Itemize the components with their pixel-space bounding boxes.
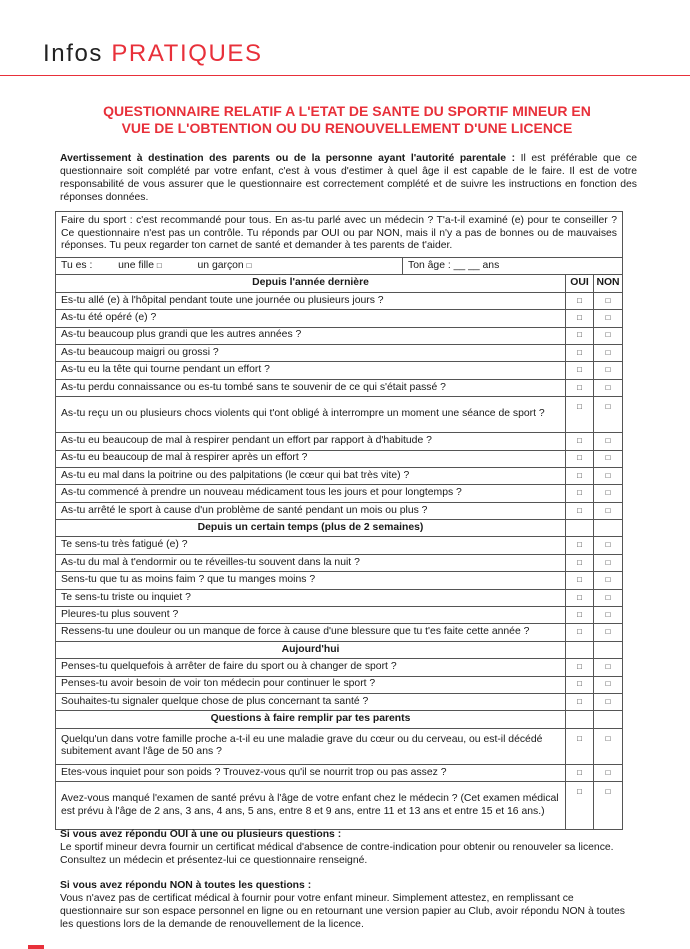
answer-yes-checkbox[interactable]: □	[566, 310, 594, 327]
boy-checkbox[interactable]: □	[246, 260, 252, 270]
document-title	[52, 103, 642, 137]
boy-option[interactable]	[198, 260, 252, 271]
question-text: As-tu beaucoup plus grandi que les autres années ?	[56, 327, 566, 344]
question-row	[56, 728, 623, 764]
answer-no-checkbox[interactable]: □	[594, 397, 623, 433]
answer-no-checkbox[interactable]: □	[594, 310, 623, 327]
question-row	[56, 344, 623, 361]
answer-yes-checkbox[interactable]: □	[566, 554, 594, 571]
question-row	[56, 502, 623, 519]
question-row	[56, 659, 623, 676]
question-text: Te sens-tu triste ou inquiet ?	[56, 589, 566, 606]
answer-no-checkbox[interactable]: □	[594, 659, 623, 676]
answer-no-checkbox[interactable]: □	[594, 676, 623, 693]
answer-yes-checkbox[interactable]: □	[566, 502, 594, 519]
answer-no-checkbox[interactable]: □	[594, 344, 623, 361]
section-header-row	[56, 275, 623, 292]
question-text: As-tu arrêté le sport à cause d'un problème de santé pendant un mois ou plus ?	[56, 502, 566, 519]
empty-cell	[594, 711, 623, 728]
warning-body: Il est préférable que ce questionnaire soit complété par votre enfant, c'est à vous d'estimer à quel âge il est capable de le faire. Il est de votre responsabilité de vous assurer que le questionnaire est correctement complété et de suivre les instructions en fonction des réponses données.	[60, 153, 637, 203]
question-text: Penses-tu avoir besoin de voir ton médecin pour continuer le sport ?	[56, 676, 566, 693]
question-text: Es-tu allé (e) à l'hôpital pendant toute une journée ou plusieurs jours ?	[56, 292, 566, 309]
question-text: As-tu du mal à t'endormir ou te réveilles-tu souvent dans la nuit ?	[56, 554, 566, 571]
answer-no-checkbox[interactable]: □	[594, 467, 623, 484]
answer-no-checkbox[interactable]: □	[594, 693, 623, 710]
section-header-row	[56, 711, 623, 728]
question-row	[56, 764, 623, 781]
answer-no-checkbox[interactable]: □	[594, 485, 623, 502]
question-text: Quelqu'un dans votre famille proche a-t-il eu une maladie grave du cœur ou du cerveau, ou est-il décédé subitement avant l'âge de 50 ans ?	[56, 728, 566, 764]
girl-label: une fille	[118, 259, 154, 271]
answer-no-checkbox[interactable]: □	[594, 607, 623, 624]
answer-yes-checkbox[interactable]: □	[566, 379, 594, 396]
intro-row	[56, 212, 623, 258]
question-row	[56, 693, 623, 710]
question-row	[56, 624, 623, 641]
question-text: As-tu commencé à prendre un nouveau médicament tous les jours et pour longtemps ?	[56, 485, 566, 502]
question-text: As-tu eu beaucoup de mal à respirer après un effort ?	[56, 450, 566, 467]
title-line-2: VUE DE L'OBTENTION OU DU RENOUVELLEMENT D'UNE LICENCE	[121, 120, 573, 136]
gender-cell	[56, 258, 403, 275]
section-title: Aujourd'hui	[56, 641, 566, 658]
question-text: As-tu beaucoup maigri ou grossi ?	[56, 344, 566, 361]
answer-yes-checkbox[interactable]: □	[566, 659, 594, 676]
answer-yes-checkbox[interactable]: □	[566, 397, 594, 433]
column-header-yes: OUI	[566, 275, 594, 292]
question-text: Etes-vous inquiet pour son poids ? Trouvez-vous qu'il se nourrit trop ou pas assez ?	[56, 764, 566, 781]
answer-yes-checkbox[interactable]: □	[566, 450, 594, 467]
answer-no-checkbox[interactable]: □	[594, 502, 623, 519]
question-text: Souhaites-tu signaler quelque chose de plus concernant ta santé ?	[56, 693, 566, 710]
answer-yes-checkbox[interactable]: □	[566, 607, 594, 624]
question-row	[56, 554, 623, 571]
girl-option[interactable]	[118, 260, 162, 271]
answer-no-checkbox[interactable]: □	[594, 782, 623, 830]
outcome-yes-body: Le sportif mineur devra fournir un certificat médical d'absence de contre-indication pour obtenir ou renouveler sa licence. Consultez un médecin et présentez-lui ce questionnaire renseigné.	[60, 842, 614, 866]
question-text: Avez-vous manqué l'examen de santé prévu à l'âge de votre enfant chez le médecin ? (Cet examen médical est prévu à l'âge de 2 ans, 3 ans, 4 ans, 5 ans, entre 8 et 9 ans, entre 11 et 13 ans et entre 15 et 16 ans.)	[56, 782, 566, 830]
question-text: Pleures-tu plus souvent ?	[56, 607, 566, 624]
header-accent: PRATIQUES	[111, 40, 263, 67]
answer-no-checkbox[interactable]: □	[594, 624, 623, 641]
question-text: As-tu perdu connaissance ou es-tu tombé sans te souvenir de ce qui s'était passé ?	[56, 379, 566, 396]
outcome-no	[60, 879, 635, 931]
answer-yes-checkbox[interactable]: □	[566, 537, 594, 554]
empty-cell	[594, 641, 623, 658]
section-title: Questions à faire remplir par tes parents	[56, 711, 566, 728]
answer-yes-checkbox[interactable]: □	[566, 327, 594, 344]
girl-checkbox[interactable]: □	[156, 260, 162, 270]
answer-yes-checkbox[interactable]: □	[566, 362, 594, 379]
question-text: As-tu eu la tête qui tourne pendant un effort ?	[56, 362, 566, 379]
answer-no-checkbox[interactable]: □	[594, 433, 623, 450]
parent-warning	[60, 152, 637, 204]
empty-cell	[566, 520, 594, 537]
answer-no-checkbox[interactable]: □	[594, 327, 623, 344]
answer-no-checkbox[interactable]: □	[594, 554, 623, 571]
identity-row	[56, 258, 623, 275]
health-questionnaire-table	[55, 211, 623, 830]
answer-no-checkbox[interactable]: □	[594, 379, 623, 396]
header-word: Infos	[43, 40, 104, 67]
question-text: As-tu eu beaucoup de mal à respirer pendant un effort par rapport à d'habitude ?	[56, 433, 566, 450]
you-are-label: Tu es :	[61, 259, 93, 271]
outcome-yes	[60, 828, 635, 867]
column-header-no: NON	[594, 275, 623, 292]
boy-label: un garçon	[197, 259, 244, 271]
outcome-no-body: Vous n'avez pas de certificat médical à fournir pour votre enfant mineur. Simplement attestez, en remplissant ce questionnaire sur son espace personnel en ligne ou en retournant une version papier au Club, avoir répondu NON à toutes les questions lors de la demande de renouvellement de la licence.	[60, 893, 625, 930]
answer-no-checkbox[interactable]: □	[594, 450, 623, 467]
answer-yes-checkbox[interactable]: □	[566, 485, 594, 502]
outcome-yes-title: Si vous avez répondu OUI à une ou plusieurs questions :	[60, 829, 342, 840]
answer-yes-checkbox[interactable]: □	[566, 624, 594, 641]
answer-no-checkbox[interactable]: □	[594, 292, 623, 309]
empty-cell	[594, 520, 623, 537]
question-text: Te sens-tu très fatigué (e) ?	[56, 537, 566, 554]
question-text: As-tu eu mal dans la poitrine ou des palpitations (le cœur qui bat très vite) ?	[56, 467, 566, 484]
answer-yes-checkbox[interactable]: □	[566, 344, 594, 361]
page-header	[43, 40, 263, 68]
section-title: Depuis l'année dernière	[56, 275, 566, 292]
question-row	[56, 379, 623, 396]
title-line-1: QUESTIONNAIRE RELATIF A L'ETAT DE SANTE DU SPORTIF MINEUR EN	[103, 103, 591, 119]
question-row	[56, 572, 623, 589]
question-row	[56, 537, 623, 554]
answer-no-checkbox[interactable]: □	[594, 728, 623, 764]
intro-text: Faire du sport : c'est recommandé pour tous. En as-tu parlé avec un médecin ? T'a-t-il examiné (e) pour te conseiller ? Ce questionnaire n'est pas un contrôle. Tu réponds par OUI ou par NON, mais il n'y a pas de bonnes ou de mauvaises réponses. Tu peux regarder ton carnet de santé et demander à tes parents de t'aider.	[56, 212, 623, 258]
question-row	[56, 327, 623, 344]
question-row	[56, 589, 623, 606]
question-row	[56, 292, 623, 309]
question-row	[56, 782, 623, 830]
answer-yes-checkbox[interactable]: □	[566, 433, 594, 450]
answer-no-checkbox[interactable]: □	[594, 572, 623, 589]
age-field[interactable]: Ton âge : __ __ ans	[408, 259, 500, 271]
answer-yes-checkbox[interactable]: □	[566, 728, 594, 764]
question-row	[56, 485, 623, 502]
answer-no-checkbox[interactable]: □	[594, 589, 623, 606]
age-cell[interactable]	[403, 258, 623, 275]
section-header-row	[56, 641, 623, 658]
question-text: Penses-tu quelquefois à arrêter de faire du sport ou à changer de sport ?	[56, 659, 566, 676]
answer-yes-checkbox[interactable]: □	[566, 693, 594, 710]
section-header-row	[56, 520, 623, 537]
answer-yes-checkbox[interactable]: □	[566, 676, 594, 693]
question-text: As-tu reçu un ou plusieurs chocs violents qui t'ont obligé à interrompre un moment une séance de sport ?	[56, 397, 566, 433]
page-edge-mark	[28, 945, 44, 949]
answer-yes-checkbox[interactable]: □	[566, 467, 594, 484]
header-rule	[0, 75, 690, 76]
empty-cell	[566, 641, 594, 658]
section-title: Depuis un certain temps (plus de 2 semaines)	[56, 520, 566, 537]
answer-yes-checkbox[interactable]: □	[566, 572, 594, 589]
question-row	[56, 362, 623, 379]
warning-lead: Avertissement à destination des parents ou de la personne ayant l'autorité parentale :	[60, 153, 516, 164]
answer-yes-checkbox[interactable]: □	[566, 589, 594, 606]
answer-no-checkbox[interactable]: □	[594, 537, 623, 554]
outcome-no-title: Si vous avez répondu NON à toutes les questions :	[60, 880, 312, 891]
question-row	[56, 467, 623, 484]
question-row	[56, 433, 623, 450]
question-row	[56, 607, 623, 624]
answer-yes-checkbox[interactable]: □	[566, 764, 594, 781]
question-row	[56, 450, 623, 467]
question-text: As-tu été opéré (e) ?	[56, 310, 566, 327]
answer-yes-checkbox[interactable]: □	[566, 782, 594, 830]
answer-yes-checkbox[interactable]: □	[566, 292, 594, 309]
question-row	[56, 397, 623, 433]
question-row	[56, 310, 623, 327]
answer-no-checkbox[interactable]: □	[594, 764, 623, 781]
answer-no-checkbox[interactable]: □	[594, 362, 623, 379]
question-row	[56, 676, 623, 693]
question-text: Ressens-tu une douleur ou un manque de force à cause d'une blessure que tu t'es faite cette année ?	[56, 624, 566, 641]
question-text: Sens-tu que tu as moins faim ? que tu manges moins ?	[56, 572, 566, 589]
empty-cell	[566, 711, 594, 728]
